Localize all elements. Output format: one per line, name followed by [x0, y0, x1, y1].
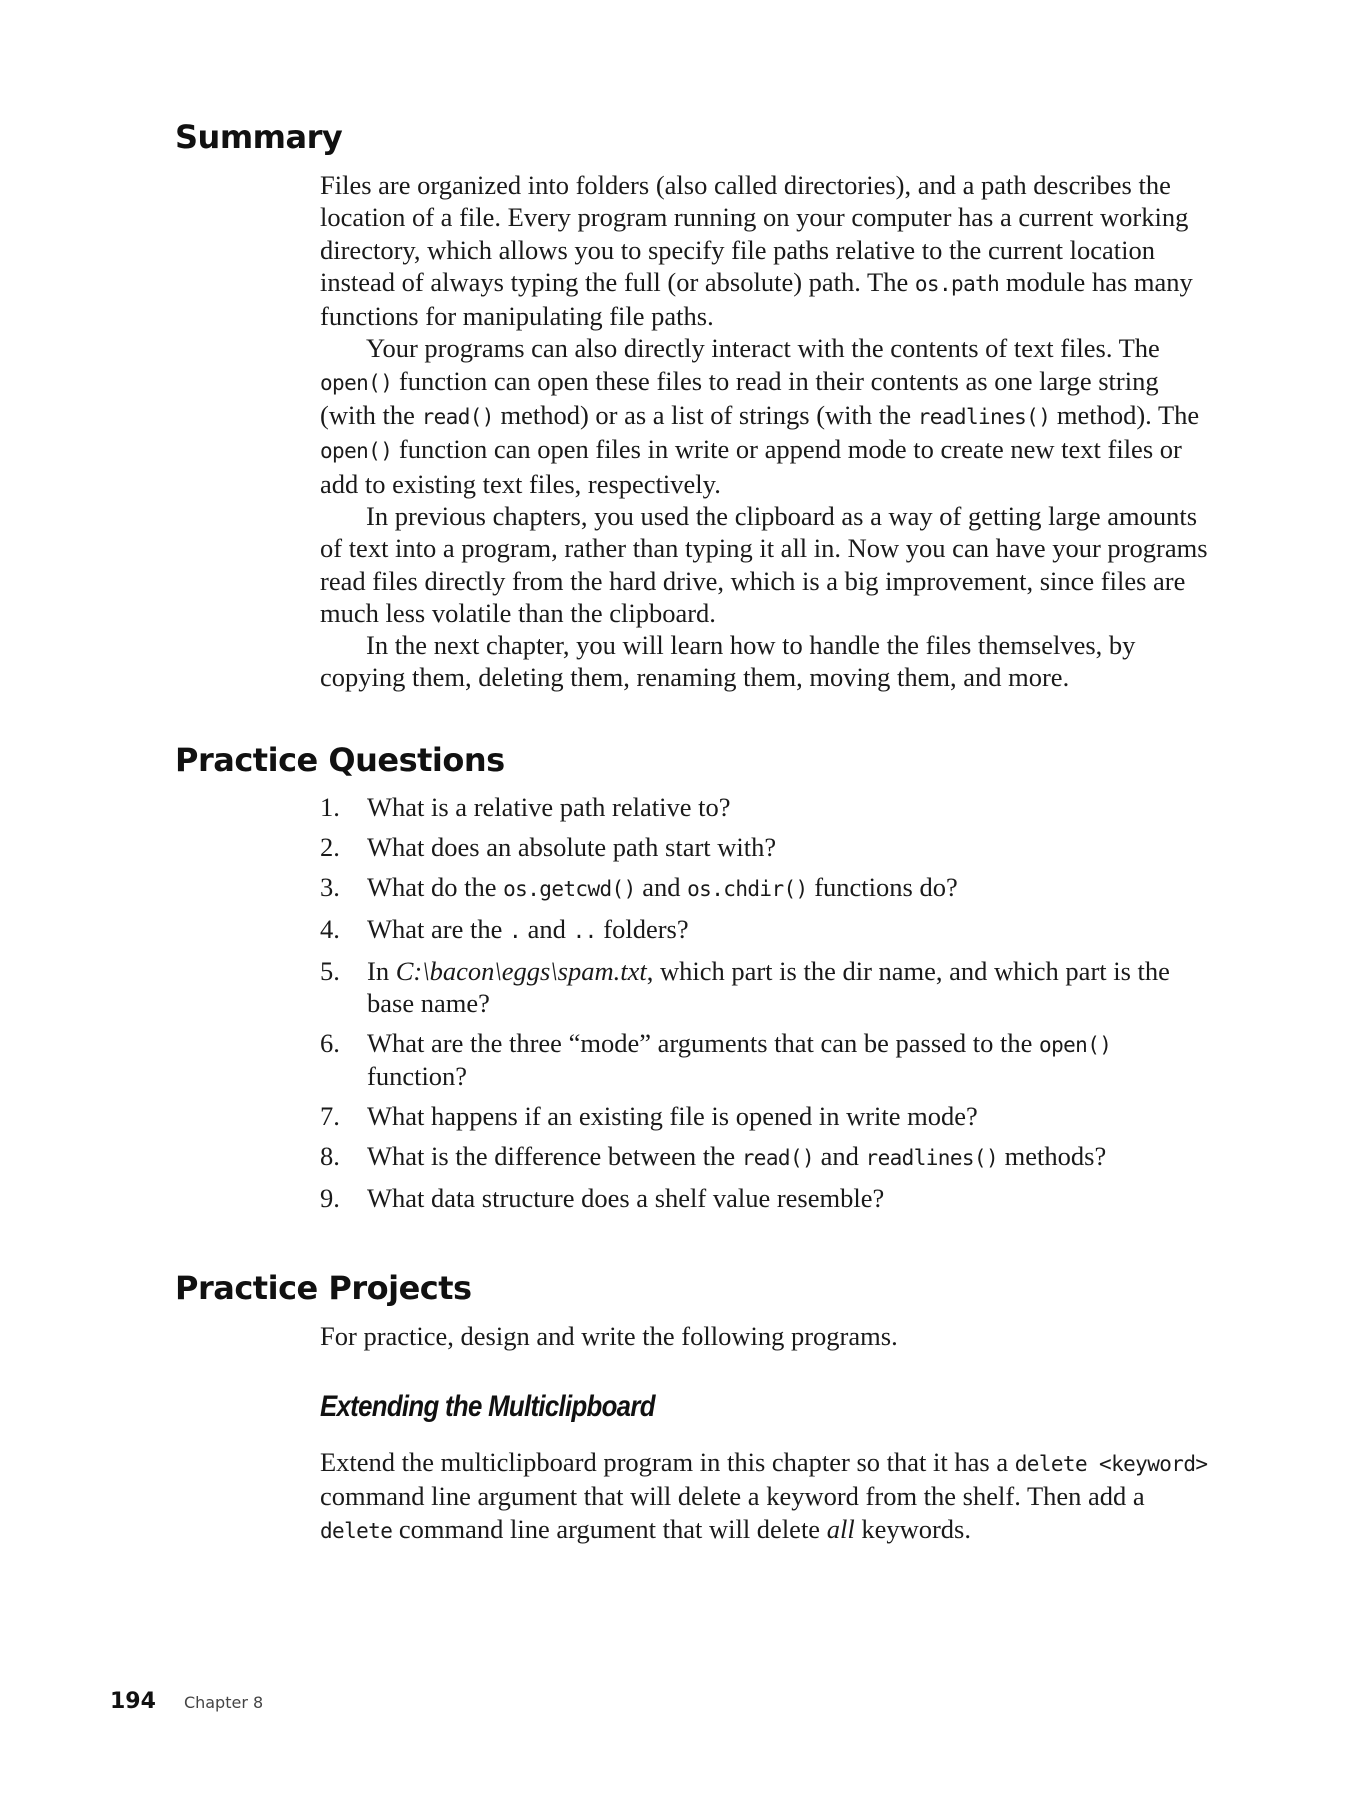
inline-code: open(): [1039, 1032, 1112, 1057]
inline-code: readlines(): [917, 405, 1051, 430]
list-item: 3. What do the os.getcwd() and os.chdir() functions do?: [320, 872, 958, 902]
question-list: [320, 792, 1210, 1223]
practice-questions-heading: Practice Questions: [175, 741, 505, 779]
list-item: 7. What happens if an existing file is opened in write mode?: [320, 1101, 978, 1131]
list-item: 8. What is the difference between the read() and readlines() methods?: [320, 1141, 1107, 1171]
list-item: 9. What data structure does a shelf value resemble?: [320, 1183, 885, 1213]
inline-code: ..: [572, 919, 597, 943]
project-description: Extend the multiclipboard program in this chapter so that it has a delete <keyword> command line argument that will delete a keyword from the shelf. Then add a delete command line argument that will delete all keywords.: [320, 1447, 1208, 1544]
list-item: 1. What is a relative path relative to?: [320, 792, 731, 822]
emphasis: all: [826, 1513, 855, 1544]
summary-paragraph-4: In the next chapter, you will learn how to handle the files themselves, by copying them, deleting them, renaming them, moving them, and more.: [320, 630, 1136, 693]
chapter-label: Chapter 8: [183, 1693, 264, 1712]
practice-projects-heading: Practice Projects: [175, 1269, 472, 1307]
page-number: 194: [110, 1689, 156, 1714]
inline-code: open(): [320, 439, 393, 464]
inline-code: read(): [421, 405, 494, 430]
inline-code: os.path: [914, 271, 1000, 296]
inline-code: delete: [320, 1518, 393, 1543]
inline-code: .: [509, 919, 522, 943]
list-item: 6. What are the three “mode” arguments that can be passed to the open() function?: [320, 1027, 1112, 1091]
list-item: 2. What does an absolute path start with?: [320, 832, 777, 862]
summary-paragraph-3: In previous chapters, you used the clipboard as a way of getting large amounts of text into a program, rather than typing it all in. Now you can have your programs read files directly from the hard drive, which is a big improvement, since files are much less volatile than the clipboard.: [320, 500, 1208, 628]
project-subheading: Extending the Multiclipboard: [320, 1390, 655, 1423]
summary-paragraph-1: Files are organized into folders (also called directories), and a path describes the location of a file. Every program running on your computer has a current working directory, which allows you to specify file paths relative to the current location instead of always typing the full (or absolute) path. The os.path module has many functions for manipulating file paths.: [320, 170, 1193, 332]
summary-paragraph-2: Your programs can also directly interact with the contents of text files. The open() function can open these files to read in their contents as one large string (with the read() method) or as a list of strings (with the readlines() method). The open() function can open files in write or append mode to create new text files or add to existing text files, respectively.: [320, 333, 1200, 499]
inline-code: read(): [741, 1146, 815, 1170]
inline-code: os.chdir(): [687, 877, 808, 901]
inline-code: os.getcwd(): [503, 877, 636, 901]
list-item: 4. What are the . and .. folders?: [320, 914, 689, 944]
file-path: C:\bacon\eggs\spam.txt: [395, 956, 647, 986]
summary-heading: Summary: [175, 118, 343, 156]
inline-code: delete <keyword>: [1014, 1452, 1208, 1476]
inline-code: open(): [320, 370, 393, 395]
inline-code: readlines(): [865, 1146, 999, 1170]
summary-body: [320, 169, 1210, 694]
list-item: 5. In C:\bacon\eggs\spam.txt, which part is the dir name, and which part is the base name?: [320, 956, 1170, 1018]
projects-intro: For practice, design and write the following programs.: [320, 1321, 898, 1351]
page-footer: [110, 1689, 263, 1714]
